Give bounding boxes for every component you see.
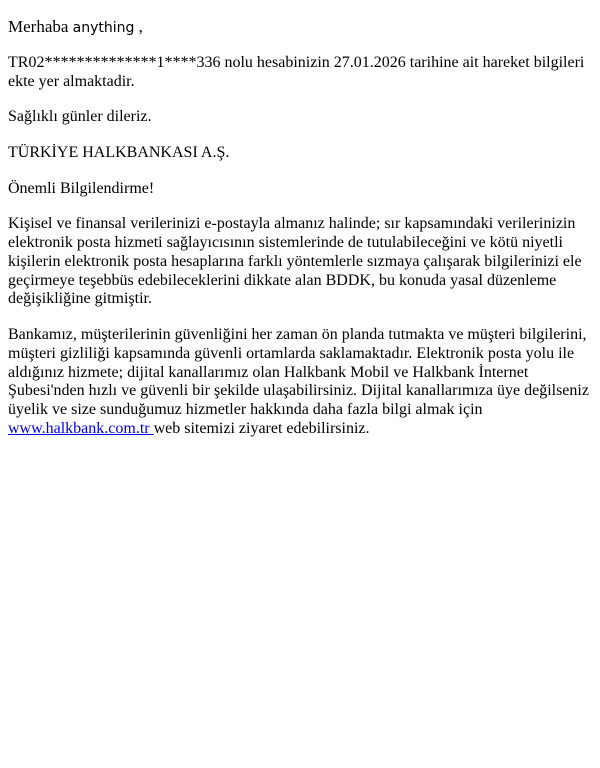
account-info-paragraph: TR02**************1****336 nolu hesabinizin 27.01.2026 tarihine ait hareket bilgileri ekte yer almaktadir. [8,53,585,90]
greeting-paragraph [8,17,592,37]
halkbank-website-link[interactable]: www.halkbank.com.tr [8,419,154,437]
greeting-suffix: , [134,17,143,36]
notice-paragraph: Kişisel ve finansal verilerinizi e-postayla almanız halinde; sır kapsamındaki verilerinizin elektronik posta hizmeti sağlayıcısının sistemlerinde de tutulabileceğini ve kötü niyetli kişilerin elektronik posta hesaplarına farklı yöntemlerle sızmaya çalışarak bilgilerinizi ele geçirmeye teşebbüs edebileceklerini dikkate alan BDDK, bu konuda yasal düzenleme değişikliğine gitmiştir. [8,215,582,308]
email-document [8,17,592,438]
security-paragraph [8,326,592,438]
closing-wish: Sağlıklı günler dileriz. [8,108,152,126]
recipient-name: anything [72,20,135,36]
notice-heading: Önemli Bilgilendirme! [8,179,155,197]
security-text-before-link: Bankamız, müşterilerinin güvenliğini her zaman ön planda tutmakta ve müşteri bilgilerini, müşteri gizliliği kapsamında güvenli ortamlarda saklamaktadır. Elektronik posta yolu ile aldığınız hizmete; dijital kanallarımız olan Halkbank Mobil ve Halkbank İnternet Şubesi'nden hızlı ve güvenli bir şekilde ulaşabilirsiniz. Dijital kanallarımıza üye değilseniz üyelik ve size sunduğumuz hizmetler hakkında daha fazla bilgi almak için [8,326,593,418]
greeting-word: Merhaba [8,17,73,36]
security-text-after-link: web sitemizi ziyaret edebilirsiniz. [153,419,370,437]
bank-name: TÜRKİYE HALKBANKASI A.Ş. [8,144,230,162]
